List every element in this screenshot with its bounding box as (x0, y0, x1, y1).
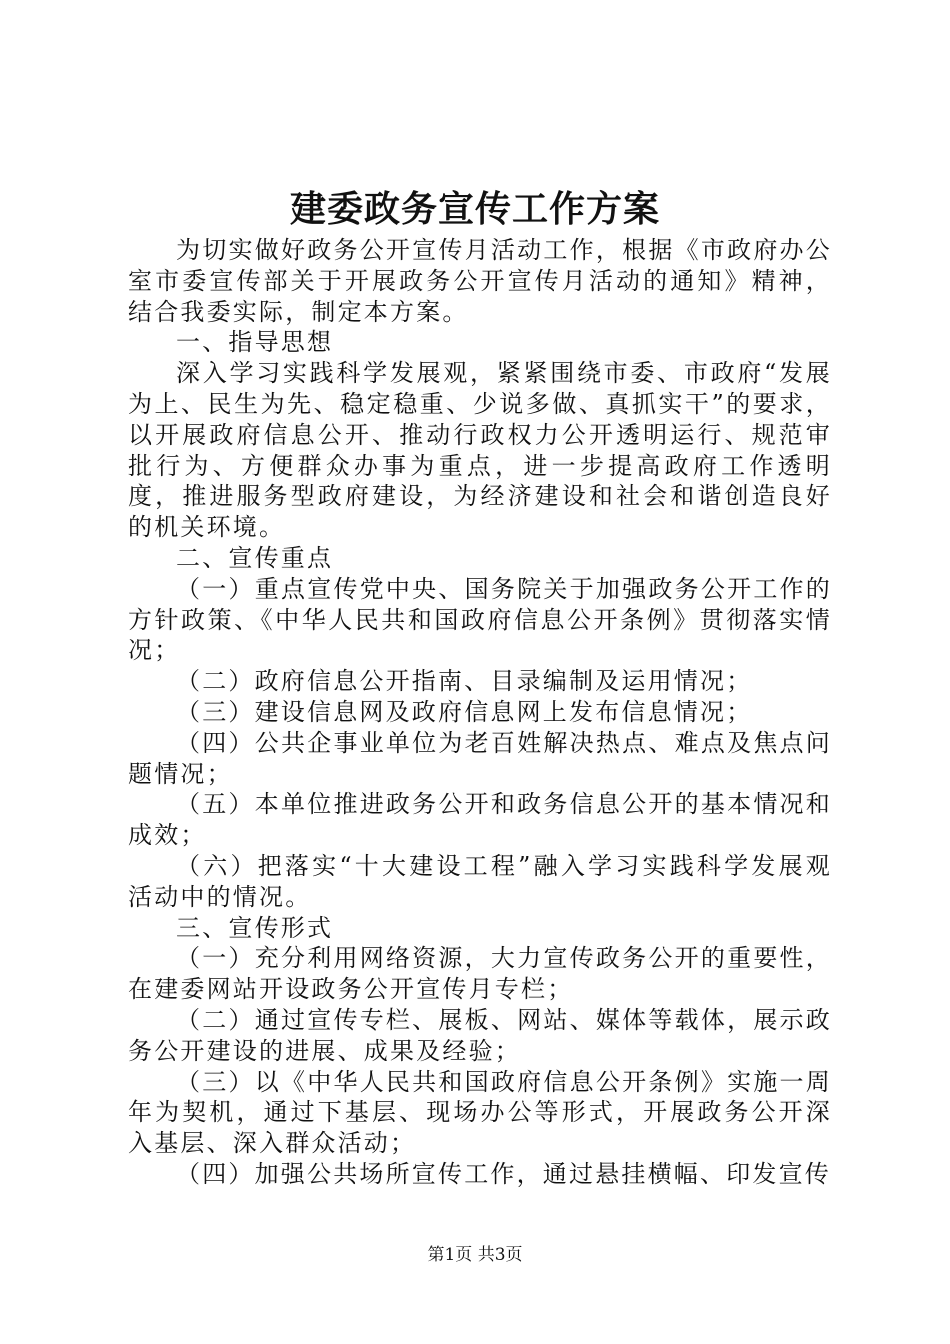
list-item-form-2: （二）通过宣传专栏、展板、网站、媒体等载体，展示政务公开建设的进展、成果及经验； (128, 1005, 832, 1065)
paragraph-guiding-ideology: 深入学习实践科学发展观，紧紧围绕市委、市政府“发展为上、民生为先、稳定稳重、少说多做、真抓实干”的要求，以开展政府信息公开、推动行政权力公开透明运行、规范审批行为、方便群众办事为重点，进一步提高政府工作透明度，推进服务型政府建设，为经济建设和社会和谐创造良好的机关环境。 (128, 359, 832, 542)
heading-publicity-focus: 二、宣传重点 (176, 543, 334, 572)
list-item-focus-5: （五）本单位推进政务公开和政务信息公开的基本情况和成效； (128, 790, 832, 850)
list-item-focus-6: （六）把落实“十大建设工程”融入学习实践科学发展观活动中的情况。 (128, 851, 832, 911)
list-item-focus-3: （三）建设信息网及政府信息网上发布信息情况； (176, 697, 753, 726)
list-item-focus-4: （四）公共企事业单位为老百姓解决热点、难点及焦点问题情况； (128, 728, 832, 788)
list-item-form-1: （一）充分利用网络资源，大力宣传政务公开的重要性，在建委网站开设政务公开宣传月专栏； (128, 944, 832, 1004)
list-item-form-3: （三）以《中华人民共和国政府信息公开条例》实施一周年为契机，通过下基层、现场办公等形式，开展政务公开深入基层、深入群众活动； (128, 1067, 832, 1158)
heading-publicity-forms: 三、宣传形式 (176, 913, 334, 942)
paragraph-intro: 为切实做好政务公开宣传月活动工作，根据《市政府办公室市委宣传部关于开展政务公开宣传月活动的通知》精神，结合我委实际，制定本方案。 (128, 236, 832, 326)
list-item-focus-2: （二）政府信息公开指南、目录编制及运用情况； (176, 667, 753, 696)
page-footer: 第1页 共3页 (427, 1245, 523, 1265)
document-body (128, 235, 832, 1190)
list-item-form-4: （四）加强公共场所宣传工作，通过悬挂横幅、印发宣传 (176, 1159, 831, 1188)
document-title: 建委政务宣传工作方案 (289, 188, 660, 230)
heading-guiding-ideology: 一、指导思想 (176, 328, 334, 357)
list-item-focus-1: （一）重点宣传党中央、国务院关于加强政务公开工作的方针政策、《中华人民共和国政府信息公开条例》贯彻落实情况； (128, 574, 832, 665)
